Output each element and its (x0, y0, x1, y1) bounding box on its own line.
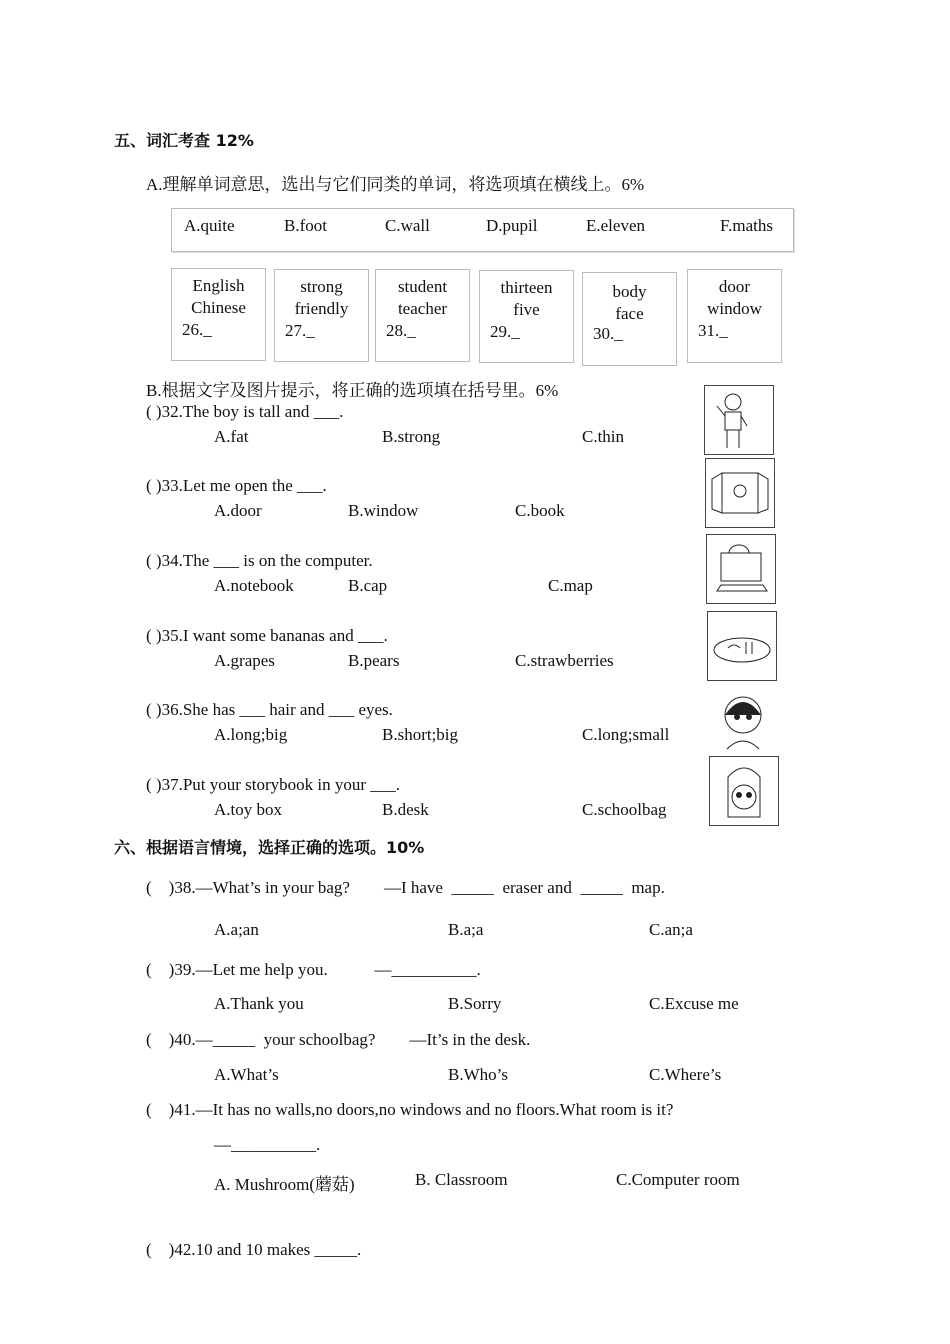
choice-c: C.Where’s (649, 1065, 722, 1084)
word: body (612, 282, 647, 301)
choice-a: A.toy box (214, 800, 282, 819)
choice-c: C.Computer room (616, 1170, 740, 1189)
word-group (479, 270, 574, 363)
options-box (171, 208, 794, 252)
option: D.pupil (486, 216, 538, 235)
word: Chinese (191, 298, 246, 317)
choice-a: A.long;big (214, 725, 288, 744)
word: five (513, 300, 540, 319)
question-42: ( )42.10 and 10 makes _____. (146, 1240, 362, 1259)
part-b-instruction: B.根据文字及图片提示，将正确的选项填在括号里。6% (146, 381, 559, 400)
choice-a: A.notebook (214, 576, 294, 595)
choice-c: C.long;small (582, 725, 670, 744)
word: door (718, 277, 751, 296)
choice-b: B.Sorry (448, 994, 502, 1013)
blank[interactable]: 27._ (285, 321, 315, 340)
choice-b: B. Classroom (415, 1170, 508, 1189)
choice-c: C.schoolbag (582, 800, 667, 819)
choice-b: B.strong (382, 427, 441, 446)
question-36: ( )36.She has ___ hair and ___ eyes. (146, 700, 393, 719)
choice-b: B.window (348, 501, 419, 520)
blank[interactable]: 28._ (386, 321, 416, 340)
choice-b: B.cap (348, 576, 388, 595)
question-33: ( )33.Let me open the ___. (146, 476, 327, 495)
girl-illustration (708, 684, 778, 754)
blank[interactable]: 30._ (593, 324, 623, 343)
section6-title: 六、根据语言情境，选择正确的选项。10% (114, 838, 425, 857)
word: friendly (294, 299, 349, 318)
word-group (375, 269, 470, 362)
fruit-plate-illustration (707, 611, 777, 681)
option: A.quite (184, 216, 235, 235)
word: thirteen (500, 278, 553, 297)
section5-title: 五、词汇考查 12% (114, 131, 254, 150)
panda-schoolbag-illustration (709, 756, 779, 826)
choice-a: A.Thank you (214, 994, 304, 1013)
choice-a: A.What’s (214, 1065, 279, 1084)
choice-b: B.short;big (382, 725, 459, 744)
question-34: ( )34.The ___ is on the computer. (146, 551, 373, 570)
word-group (687, 269, 782, 363)
window-illustration (705, 458, 775, 528)
blank[interactable]: 26._ (182, 320, 212, 339)
choice-c: C.map (548, 576, 593, 595)
option: C.wall (385, 216, 430, 235)
choice-a: A. Mushroom(蘑菇) (214, 1175, 355, 1194)
word: English (192, 276, 245, 295)
answer-blank: —__________. (214, 1135, 321, 1154)
choice-c: C.Excuse me (649, 994, 739, 1013)
option: F.maths (720, 216, 773, 235)
word: student (397, 277, 448, 296)
word: strong (300, 277, 343, 296)
choice-b: B.desk (382, 800, 429, 819)
blank[interactable]: 29._ (490, 322, 520, 341)
choice-b: B.Who’s (448, 1065, 508, 1084)
choice-c: C.strawberries (515, 651, 614, 670)
question-32: ( )32.The boy is tall and ___. (146, 402, 344, 421)
word: teacher (397, 299, 448, 318)
word-group (582, 272, 677, 366)
choice-c: C.book (515, 501, 565, 520)
choice-a: A.door (214, 501, 262, 520)
question-38: ( )38.—What’s in your bag? —I have _____ eraser and _____ map. (146, 878, 665, 897)
blank[interactable]: 31._ (698, 321, 728, 340)
choice-a: A.grapes (214, 651, 275, 670)
choice-a: A.a;an (214, 920, 259, 939)
word: window (707, 299, 762, 318)
option: E.eleven (586, 216, 645, 235)
word: face (615, 304, 644, 323)
word-group (274, 269, 369, 362)
choice-c: C.an;a (649, 920, 693, 939)
question-41: ( )41.—It has no walls,no doors,no windows and no floors.What room is it? (146, 1100, 674, 1119)
part-a-instruction: A.理解单词意思，选出与它们同类的单词，将选项填在横线上。6% (146, 175, 645, 194)
computer-with-cap-illustration (706, 534, 776, 604)
question-37: ( )37.Put your storybook in your ___. (146, 775, 401, 794)
tall-boy-illustration (704, 385, 774, 455)
choice-c: C.thin (582, 427, 625, 446)
question-35: ( )35.I want some bananas and ___. (146, 626, 388, 645)
option: B.foot (284, 216, 327, 235)
choice-b: B.pears (348, 651, 400, 670)
choice-a: A.fat (214, 427, 249, 446)
question-40: ( )40.—_____ your schoolbag? —It’s in the desk. (146, 1030, 531, 1049)
question-39: ( )39.—Let me help you. —__________. (146, 960, 481, 979)
word-group (171, 268, 266, 361)
choice-b: B.a;a (448, 920, 484, 939)
